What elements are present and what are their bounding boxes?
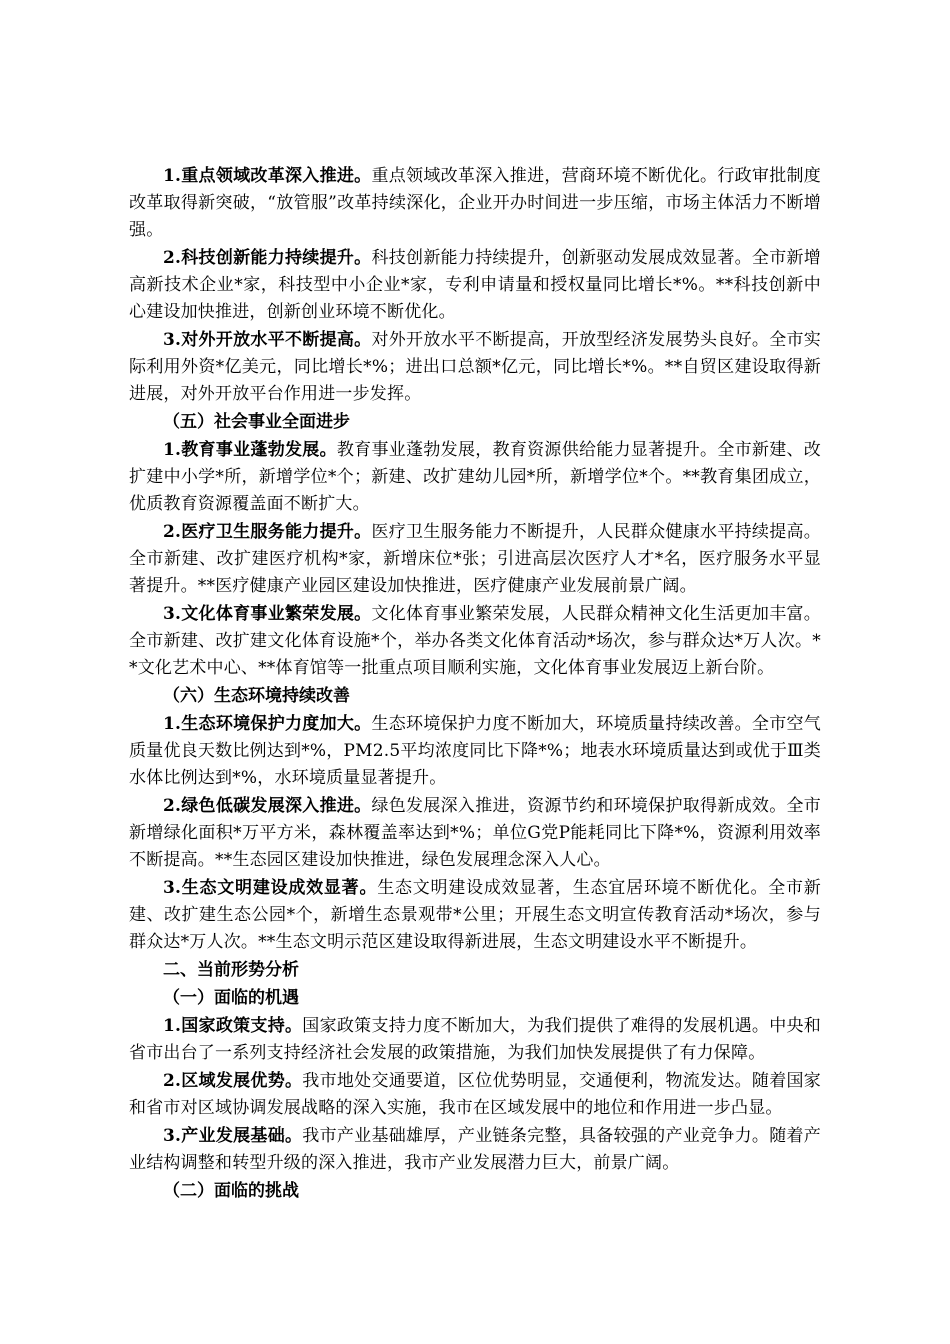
paragraph-lead: 1.重点领域改革深入推进。 [163, 166, 372, 186]
chapter-heading-situation: 二、当前形势分析 [163, 960, 299, 980]
paragraph-lead: 3.对外开放水平不断提高。 [163, 330, 372, 350]
paragraph-culture-sports [129, 601, 821, 682]
paragraph-healthcare [129, 519, 821, 600]
paragraph-lead: 3.生态文明建设成效显著。 [163, 878, 378, 898]
paragraph-body: 生态文明建设成效显著，生态宜居环境不断优化。全市新建、改扩建生态公园*个，新增生态景观带*公里；开展生态文明宣传教育活动*场次，参与群众达*万人次。**生态文明示范区建设取得新进展，生态文明建设水平不断提升。 [129, 878, 821, 952]
section-heading-social: （五）社会事业全面进步 [163, 412, 350, 432]
paragraph-lead: 2.科技创新能力持续提升。 [163, 248, 372, 268]
paragraph-body: 教育事业蓬勃发展，教育资源供给能力显著提升。全市新建、改扩建中小学*所，新增学位*个；新建、改扩建幼儿园*所，新增学位*个。**教育集团成立，优质教育资源覆盖面不断扩大。 [129, 440, 821, 514]
paragraph-reform [129, 163, 821, 244]
paragraph-innovation [129, 245, 821, 326]
paragraph-ecological-civilization [129, 875, 821, 956]
paragraph-industry-base [129, 1123, 821, 1177]
paragraph-body: 国家政策支持力度不断加大，为我们提供了难得的发展机遇。中央和省市出台了一系列支持经济社会发展的政策措施，为我们加快发展提供了有力保障。 [129, 1016, 822, 1063]
section-heading-ecology: （六）生态环境持续改善 [163, 686, 350, 706]
paragraph-lead: 2.医疗卫生服务能力提升。 [163, 522, 372, 542]
paragraph-regional-advantage [129, 1068, 821, 1122]
paragraph-education [129, 437, 821, 518]
paragraph-lead: 1.生态环境保护力度加大。 [163, 714, 372, 734]
paragraph-body: 生态环境保护力度不断加大，环境质量持续改善。全市空气质量优良天数比例达到*%，PM2.5平均浓度同比下降*%；地表水环境质量达到或优于Ⅲ类水体比例达到*%，水环境质量显著提升。 [129, 714, 821, 788]
paragraph-body: 我市产业基础雄厚，产业链条完整，具备较强的产业竞争力。随着产业结构调整和转型升级的深入推进，我市产业发展潜力巨大，前景广阔。 [129, 1126, 822, 1173]
paragraph-lead: 3.产业发展基础。 [163, 1126, 303, 1146]
paragraph-body: 科技创新能力持续提升，创新驱动发展成效显著。全市新增高新技术企业*家，科技型中小企业*家，专利申请量和授权量同比增长*%。**科技创新中心建设加快推进，创新创业环境不断优化。 [129, 248, 821, 322]
paragraph-body: 我市地处交通要道，区位优势明显，交通便利，物流发达。随着国家和省市对区域协调发展战略的深入实施，我市在区域发展中的地位和作用进一步凸显。 [129, 1071, 822, 1118]
paragraph-lead: 2.绿色低碳发展深入推进。 [163, 796, 372, 816]
paragraph-opening-up [129, 327, 821, 408]
paragraph-lead: 3.文化体育事业繁荣发展。 [163, 604, 372, 624]
paragraph-body: 重点领域改革深入推进，营商环境不断优化。行政审批制度改革取得新突破，“放管服”改革持续深化，企业开办时间进一步压缩，市场主体活力不断增强。 [129, 166, 821, 240]
paragraph-lead: 1.教育事业蓬勃发展。 [163, 440, 337, 460]
paragraph-body: 医疗卫生服务能力不断提升，人民群众健康水平持续提高。全市新建、改扩建医疗机构*家，新增床位*张；引进高层次医疗人才*名，医疗服务水平显著提升。**医疗健康产业园区建设加快推进，医疗健康产业发展前景广阔。 [129, 522, 821, 596]
document-page [129, 163, 821, 1206]
paragraph-environment [129, 711, 821, 792]
paragraph-lead: 1.国家政策支持。 [163, 1016, 303, 1036]
paragraph-body: 对外开放水平不断提高，开放型经济发展势头良好。全市实际利用外资*亿美元，同比增长*%；进出口总额*亿元，同比增长*%。**自贸区建设取得新进展，对外开放平台作用进一步发挥。 [129, 330, 821, 404]
paragraph-policy-support [129, 1013, 821, 1067]
paragraph-green-development [129, 793, 821, 874]
paragraph-body: 文化体育事业繁荣发展，人民群众精神文化生活更加丰富。全市新建、改扩建文化体育设施*个，举办各类文化体育活动*场次，参与群众达*万人次。**文化艺术中心、**体育馆等一批重点项目顺利实施，文化体育事业发展迈上新台阶。 [129, 604, 821, 678]
paragraph-body: 绿色发展深入推进，资源节约和环境保护取得新成效。全市新增绿化面积*万平方米，森林覆盖率达到*%；单位G党P能耗同比下降*%，资源利用效率不断提高。**生态园区建设加快推进，绿色发展理念深入人心。 [129, 796, 821, 870]
section-heading-opportunities: （一）面临的机遇 [163, 988, 299, 1008]
section-heading-challenges: （二）面临的挑战 [163, 1181, 299, 1201]
paragraph-lead: 2.区域发展优势。 [163, 1071, 303, 1091]
